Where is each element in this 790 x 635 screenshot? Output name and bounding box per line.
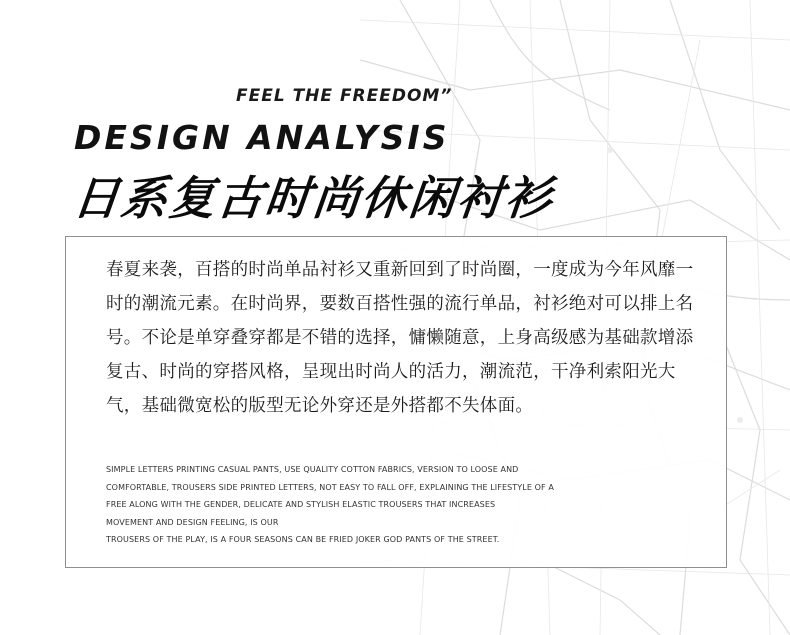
product-title: 日系复古时尚休闲衬衫 xyxy=(70,171,556,225)
headline-design-analysis: DESIGN ANALYSIS xyxy=(74,118,450,157)
description-english-line: SIMPLE LETTERS PRINTING CASUAL PANTS, USE QUALITY COTTON FABRICS, VERSION TO LOOSE AND xyxy=(106,465,519,474)
description-english-line: MOVEMENT AND DESIGN FEELING, IS OUR xyxy=(106,517,279,527)
tagline: FEEL THE FREEDOM” xyxy=(236,86,453,106)
description-english-line: COMFORTABLE, TROUSERS SIDE PRINTED LETTERS, NOT EASY TO FALL OFF, EXPLAINING THE LIFESTYLE OF A xyxy=(106,482,554,492)
description-english xyxy=(106,461,696,549)
description-chinese: 春夏来袭，百搭的时尚单品衬衫又重新回到了时尚圈，一度成为今年风靡一时的潮流元素。在时尚界，要数百搭性强的流行单品，衬衫绝对可以排上名号。不论是单穿叠穿都是不错的选择，慵懒随意，上身高级感为基础款增添复古、时尚的穿搭风格，呈现出时尚人的活力，潮流范，干净利索阳光大气，基础微宽松的版型无论外穿还是外搭都不失体面。 xyxy=(106,260,694,416)
description-panel xyxy=(65,236,727,568)
description-english-line: FREE ALONG WITH THE GENDER, DELICATE AND STYLISH ELASTIC TROUSERS THAT INCREASES xyxy=(106,500,496,509)
description-english-line: TROUSERS OF THE PLAY, IS A FOUR SEASONS CAN BE FRIED JOKER GOD PANTS OF THE STREET. xyxy=(106,535,500,544)
